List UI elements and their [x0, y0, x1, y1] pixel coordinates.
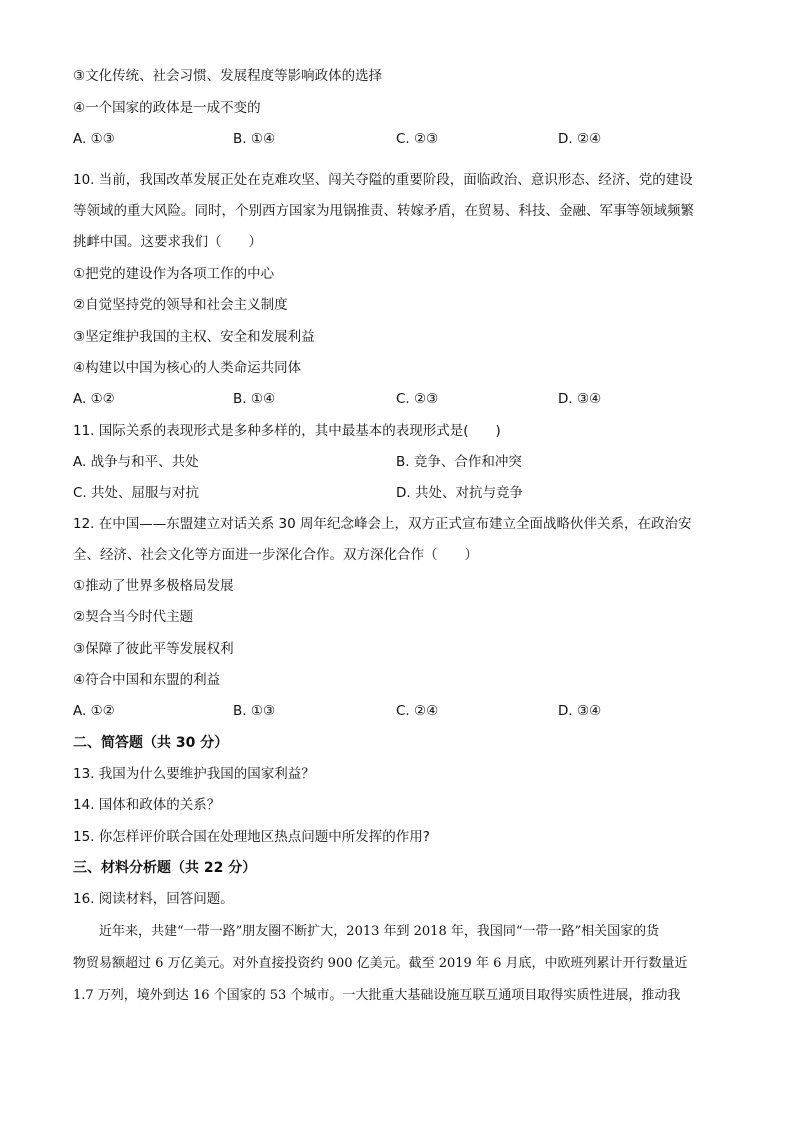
q13: 13. 我国为什么要维护我国的国家利益？: [73, 766, 315, 782]
q10-statement-2: ②自觉坚持党的领导和社会主义制度: [73, 297, 288, 313]
q12-option-c: C. ②④: [396, 703, 439, 719]
q11-stem: 11. 国际关系的表现形式是多种多样的，其中最基本的表现形式是( ): [73, 423, 501, 439]
q9-statement-4: ④一个国家的政体是一成不变的: [73, 100, 261, 116]
material-line-1: 近年来，共建“一带一路”朋友圈不断扩大，2013 年到 2018 年，我国同“一带一路”相关国家的货: [73, 924, 660, 939]
q12-stem-line-2: 全、经济、社会文化等方面进一步深化合作。双方深化合作（ ）: [73, 547, 478, 563]
q11-option-b: B. 竞争、合作和冲突: [396, 454, 522, 470]
q12-option-a: A. ①②: [73, 703, 115, 719]
q10-option-d: D. ③④: [558, 391, 602, 407]
q12-option-d: D. ③④: [558, 703, 602, 719]
q10-options: [73, 389, 723, 409]
q11-options-row-1: [73, 452, 723, 472]
q12-statement-1: ①推动了世界多极格局发展: [73, 578, 234, 594]
q9-statement-3: ③文化传统、社会习惯、发展程度等影响政体的选择: [73, 68, 383, 84]
q11-option-c: C. 共处、屈服与对抗: [73, 485, 200, 501]
q10-stem-line-3: 挑衅中国。这要求我们（ ）: [73, 234, 262, 250]
q9-option-d: D. ②④: [558, 131, 602, 147]
material-line-2: 物贸易额超过 6 万亿美元。对外直接投资约 900 亿美元。截至 2019 年 6 月底，中欧班列累计开行数量近: [73, 956, 688, 971]
q15: 15. 你怎样评价联合国在处理地区热点问题中所发挥的作用?: [73, 829, 430, 845]
q9-option-b: B. ①④: [233, 131, 276, 147]
q9-options: [73, 129, 723, 149]
q10-statement-1: ①把党的建设作为各项工作的中心: [73, 266, 275, 282]
q16-stem: 16. 阅读材料，回答问题。: [73, 891, 234, 907]
q12-statement-3: ③保障了彼此平等发展权利: [73, 641, 234, 657]
q11-option-a: A. 战争与和平、共处: [73, 454, 199, 470]
q9-option-a: A. ①③: [73, 131, 115, 147]
q12-options: [73, 701, 723, 721]
q12-statement-2: ②契合当今时代主题: [73, 609, 194, 625]
q9-option-c: C. ②③: [396, 131, 439, 147]
q10-option-c: C. ②③: [396, 391, 439, 407]
q12-option-b: B. ①③: [233, 703, 276, 719]
q10-statement-3: ③坚定维护我国的主权、安全和发展利益: [73, 329, 315, 345]
q12-statement-4: ④符合中国和东盟的利益: [73, 672, 221, 688]
section-3-title: 三、材料分析题（共 22 分）: [73, 860, 257, 876]
q10-option-b: B. ①④: [233, 391, 276, 407]
q10-stem-line-1: 10. 当前，我国改革发展正处在克难攻坚、闯关夺隘的重要阶段，面临政治、意识形态、经济、党的建设: [73, 172, 693, 188]
material-line-3: 1.7 万列，境外到达 16 个国家的 53 个城市。一大批重大基础设施互联互通项目取得实质性进展，推动我: [73, 988, 681, 1003]
q11-option-d: D. 共处、对抗与竞争: [396, 485, 523, 501]
q12-stem-line-1: 12. 在中国——东盟建立对话关系 30 周年纪念峰会上，双方正式宣布建立全面战略伙伴关系，在政治安: [73, 516, 692, 532]
q14: 14. 国体和政体的关系？: [73, 797, 221, 813]
q11-options-row-2: [73, 483, 723, 503]
section-2-title: 二、简答题（共 30 分）: [73, 735, 229, 751]
q10-option-a: A. ①②: [73, 391, 115, 407]
q10-stem-line-2: 等领域的重大风险。同时，个别西方国家为甩锅推责、转嫁矛盾，在贸易、科技、金融、军事等领域频繁: [73, 203, 694, 219]
q10-statement-4: ④构建以中国为核心的人类命运共同体: [73, 360, 302, 376]
